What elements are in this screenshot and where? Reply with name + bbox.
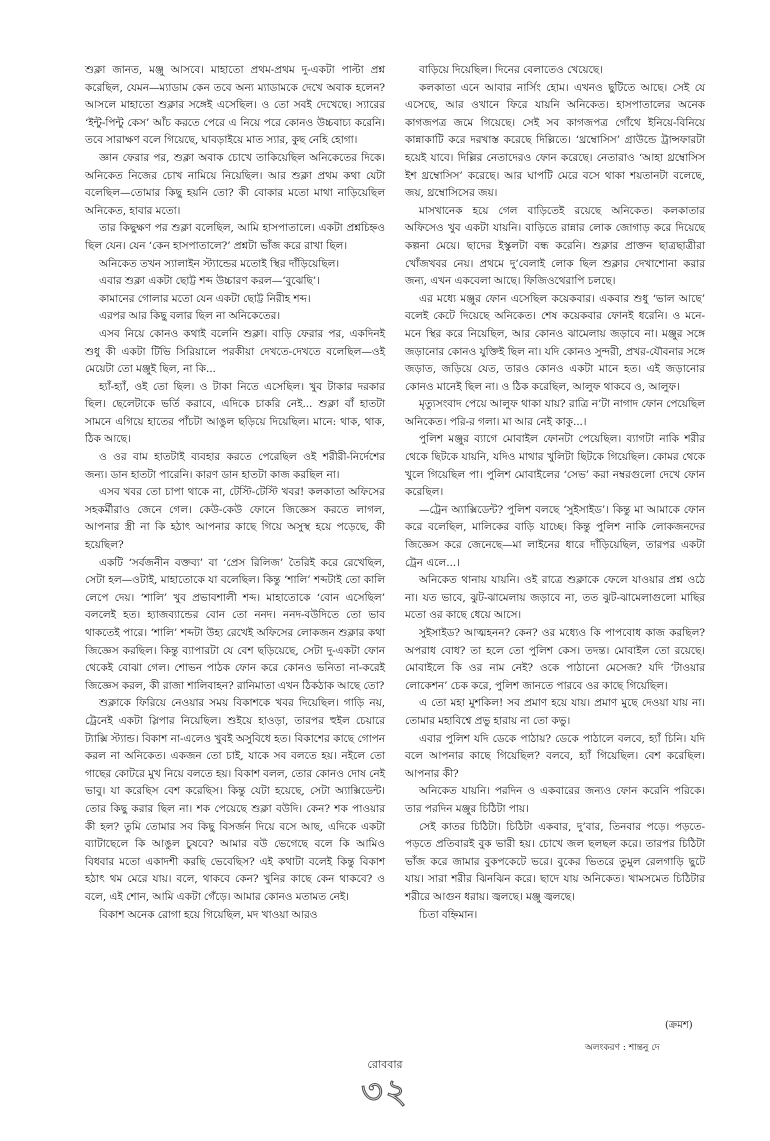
paragraph: একটি ‘সর্বজনীন বক্তব্য’ বা ‘প্রেস রিলিজ’ তৈরিই করে রেখেছিল, সেটা হল—ওটাই, মাহাতোকে যা বলেছিল। কিন্তু ‘শালি’ শব্দটাই তো কালি লেপে দেয়। ‘শালি’ খুব প্রভাবশালী শব্দ। মাহাতোকে ‘বোন এসেছিল’ বললেই হত। হ্যাজব্যান্ডের বোন তো ননদ। ননদ-বউদিতে তো ভাব থাকতেই পারে। ‘শালি’ শব্দটা উহ্য রেখেই অফিসের লোকজন শুক্লার কথা জিজ্ঞেস করছিল। কিন্তু ব্যাপারটা যে বেশ ছড়িয়েছে, সেটা দু-একটা ফোন থেকেই বোঝা গেল। শোভন পাঠক ফোন করে কোনও ভনিতা না-করেই জিজ্ঞেস করল, কী রাজা শালিবাহন? রানিমাতা এখন ঠিকঠাক আছে তো?	[85, 556, 385, 692]
article-column-left	[85, 62, 385, 924]
magazine-name: রোববার	[367, 1058, 403, 1071]
paragraph: চিতা বহ্নিমান।	[419, 908, 478, 921]
paragraph: এসব খবর তো চাপা থাকে না, টেস্টি-টেস্টি খবর! কলকাতা অফিসের সহকর্মীরাও জেনে গেল। কেউ-কেউ ফোনে জিজ্ঞেস করতে লাগল, আপনার স্ত্রী না কি হঠাৎ আপনার কাছে গিয়ে অসুস্থ হয়ে পড়েছে, কী হয়েছিল?	[85, 486, 385, 552]
article-column-right	[405, 62, 705, 924]
paragraph: এ তো মহা মুশকিল! সব প্রমাণ হয়ে যায়। প্রমাণ মুছে দেওয়া যায় না। তোমার মহাবিশ্বে প্রভু হারায় না তো কভু।	[405, 697, 705, 727]
paragraph: এসব নিয়ে কোনও কথাই বলেনি শুক্লা। বাড়ি ফেরার পর, একদিনই শুধু কী একটা টিভি সিরিয়ালে পরকীয়া দেখতে-দেখতে বলেছিল—ওই মেয়েটা তো মঞ্জুই ছিল, না কি...	[85, 327, 385, 376]
paragraph: সুইসাইড? আত্মহনন? কেন? ওর মধ্যেও কি পাপবোধ কাজ করছিল? অপরাধ বোধ? তা হলে তো পুলিশ কেস। তদন্ত। মোবাইল তো রয়েছে। মোবাইলে কি ওর নাম নেই? ওকে পাঠানো মেসেজ? যদি ‘টাওয়ার লোকেশন’ চেক করে, পুলিশ জানতে পারবে ওর কাছে গিয়েছিল।	[405, 627, 705, 692]
paragraph: ও ওর বাম হাতটাই ব্যবহার করতে পেরেছিল ওই শরীরী-নির্দেশের জন্য। ডান হাতটা পারেনি। কারণ ডান হাতটা কাজ করছিল না।	[85, 451, 385, 481]
paragraph: এরপর আর কিছু বলার ছিল না অনিকেতের।	[99, 310, 281, 323]
page-number: ৩২	[360, 1072, 410, 1112]
paragraph: মাসখানেক হয়ে গেল বাড়িতেই রয়েছে অনিকেত। কলকাতার অফিসেও খুব একটা যায়নি। বাড়িতে রান্নার লোক জোগাড় করে দিয়েছে কল্পনা মেয়ে। ছাদের ইস্কুলটা বন্ধ করেনি। শুক্লার প্রাক্তন ছাত্রছাত্রীরা খোঁজখবর নেয়। প্রথমে দু’বেলাই লোক ছিল শুক্লার দেখাশোনা করার জন্য, এখন একবেলা আছে। ফিজিওথেরাপি চলছে।	[405, 204, 705, 288]
paragraph: হ্যাঁ-হ্যাঁ, ওই তো ছিল। ও টাকা নিতে এসেছিল। খুব টাকার দরকার ছিল। ছেলেটাকে ভর্তি করাবে, এদিকে চাকরি নেই... শুক্লা বাঁ হাতটা সামনে এগিয়ে হাতের পাঁচটা আঙুল ছড়িয়ে দিয়েছিল। মানে: থাক, থাক, ঠিক আছে।	[85, 380, 385, 446]
paragraph: তার কিছুক্ষণ পর শুক্লা বলেছিল, আমি হাসপাতালে। একটা প্রশ্নচিহ্নও ছিল যেন। যেন ‘কেন হাসপাতালে?’ প্রশ্নটা ভাঁজ করে রাখা ছিল।	[85, 222, 385, 252]
paragraph: শুক্লা জানত, মঞ্জু আসবে। মাহাতো প্রথম-প্রথম দু-একটা পাল্টা প্রশ্ন করেছিল, যেমন—ম্যাডাম কেন তবে অন্য ম্যাডামকে দেখে অবাক হলেন? আসলে মাহাতো শুক্লার সঙ্গেই এসেছিল। ও তো সবই দেখেছে। স্যারের ‘ইন্টু-পিন্টু কেস’ আঁচ করতে পেরে এ নিয়ে পরে কোনও উচ্চবাচ্য করেনি। তবে সারাক্ষণ বলে গিয়েছে, ঘাবড়াইয়ে মাত স্যার, কুছ নেহি হোগা।	[85, 64, 385, 147]
paragraph: কামানের গোলার মতো যেন একটা ছোট্ট নিরীহ শব্দ।	[99, 292, 311, 305]
paragraph: এবার শুক্লা একটা ছোট্ট শব্দ উচ্চারণ করল—‘বুঝেছি’।	[99, 275, 320, 288]
paragraph: সেই কাতর চিঠিটা। চিঠিটা একবার, দু’বার, তিনবার পড়ে। পড়তে-পড়তে প্রতিবারই বুক ভারী হয়। চোখে জল ছলছল করে। তারপর চিঠিটা ভাঁজ করে জামার বুকপকেটে ভরে। বুকের ভিতরে তুমুল রেলগাড়ি ছুটে যায়। সারা শরীর ঝিনঝিন করে। ছাদে যায় অনিকেত। খামসমেত চিঠিটার শরীরে আগুন ধরায়। জ্বলছে। মঞ্জু জ্বলছে।	[405, 820, 705, 903]
paragraph: মৃত্যুসংবাদ পেয়ে আলুফ থাকা যায়? রাত্রি ন’টা নাগাদ ফোন পেয়েছিল অনিকেত। পরি-র গলা। মা আর নেই কাকু...।	[405, 398, 705, 428]
paragraph: এবার পুলিশ যদি ডেকে পাঠায়? ডেকে পাঠালে বলবে, হ্যাঁ চিনি। যদি বলে আপনার কাছে গিয়েছিল? বলবে, হ্যাঁ গিয়েছিল। বেশ করেছিল। আপনার কী?	[405, 732, 705, 780]
paragraph: শুক্লাকে ফিরিয়ে নেওয়ার সময় বিকাশকে খবর দিয়েছিল। গাড়ি নয়, ট্রেনেই একটা স্লিপার নিয়েছিল। শুইয়ে হাওড়া, তারপর হুইল চেয়ারে ট্যাক্সি স্ট্যান্ড। বিকাশ না-এলেও খুবই অসুবিধে হত। বিকাশের কাছে গোপন করল না অনিকেত। একজন তো চাই, যাকে সব বলতে হয়। নইলে তো গাছের কোটরে মুখ নিয়ে বলতে হয়। বিকাশ বলল, তোর কোনও দোষ নেই ভাবু। যা করেছিস বেশ করেছিস। কিন্তু যেটা হয়েছে, সেটা অ্যাক্সিডেন্ট। তোর কিছু করার ছিল না। শক পেয়েছে শুক্লা বউদি। কেন? শক পাওয়ার কী হল? তুমি তোমার সব কিছু বিসর্জন দিয়ে বসে আছ, এদিকে একটা ব্যাটাছেলে কি আঙুল চুষবে? আমার বউ ভেগেছে বলে কি আমিও বিধবার মতো একাদশী করছি ভেবেছিস? এই কথাটা বলেই কিন্তু বিকাশ হঠাৎ থম মেরে যায়। বলে, থাকবে কেন? খুনির কাছে কেন থাকবে? ও বলে, এই শোন, আমি একটা গেঁড়ে। আমার কোনও মতামত নেই।	[85, 697, 385, 903]
paragraph: জ্ঞান ফেরার পর, শুক্লা অবাক চোখে তাকিয়েছিল অনিকেতের দিকে। অনিকেত নিজের চোখ নামিয়ে নিয়েছিল। আর শুক্লা প্রথম কথা যেটা বলেছিল—তোমার কিছু হয়নি তো? কী বোকার মতো মাথা নাড়িয়েছিল অনিকেত, হাবার মতো।	[85, 151, 385, 217]
paragraph: অনিকেত তখন স্যালাইন স্ট্যান্ডের মতোই স্থির দাঁড়িয়েছিল।	[99, 257, 340, 270]
paragraph: পুলিশ মঞ্জুর ব্যাগে মোবাইল ফোনটা পেয়েছিল। ব্যাগটা নাকি শরীর থেকে ছিটকে যায়নি, যদিও মাথার খুলিটা ছিটকে গিয়েছিল। কোমর থেকে খুলে গিয়েছিল পা। পুলিশ মোবাইলের ‘সেভ’ করা নম্বরগুলো দেখে ফোন করেছিল।	[405, 433, 705, 499]
paragraph: এর মধ্যে মঞ্জুর ফোন এসেছিল কয়েকবার। একবার শুধু ‘ভাল আছে’ বলেই কেটে দিয়েছে অনিকেত। শেষ কয়েকবার ফোনই ধরেনি। ও মনে-মনে স্থির করে নিয়েছিল, আর কোনও ঝামেলায় জড়াবে না। মঞ্জুর সঙ্গে জড়ানোর কোনও যুক্তিই ছিল না। যদি কোনও সুন্দরী, প্রখর-যৌবনার সঙ্গে জড়াত, জড়িয়ে যেত, তারও কোনও একটা মানে হত। এই জড়ানোর কোনও মানেই ছিল না। ও ঠিক করেছিল, আলুফ থাকবে ও, আলুফ।	[405, 292, 705, 393]
paragraph: —ট্রেন অ্যাক্সিডেন্ট? পুলিশ বলছে ‘সুইসাইড’। কিন্তু মা আমাকে ফোন করে বলেছিল, মালিকের বাড়ি যাচ্ছে। কিন্তু পুলিশ নাকি লোকজনদের জিজ্ঞেস করে জেনেছে—মা লাইনের ধারে দাঁড়িয়েছিল, তারপর একটা ট্রেন এলে...।	[405, 503, 705, 569]
paragraph: অনিকেত যায়নি। পরদিন ও একবারের জন্যও ফোন করেনি পরিকে। তার পরদিন মঞ্জুর চিঠিটা পায়।	[405, 785, 705, 815]
paragraph: কলকাতা এনে আবার নার্সিং হোম। এখনও ছুটিতে আছে। সেই যে এসেছে, আর ওখানে ফিরে যায়নি অনিকেত। হাসপাতালের অনেক কাগজপত্র জমে গিয়েছে। সেই সব কাগজপত্র গোঁথে ইনিয়ে-বিনিয়ে কান্নাকাটি করে দরখাস্ত করেছে দিল্লিতে। ‘থ্রম্বোসিস’ গ্রাউন্ডে ট্রান্সফারটা হয়েই যাবে। দিল্লির নেতাদেরও ফোন করেছে। নেতারাও ‘আহা থ্রম্বোসিস ইশ থ্রম্বোসিস’ করেছে। আর ঘাপটি মেরে বসে থাকা শয়তানটা বলেছে, জয়, থ্রম্বোসিসের জয়।	[405, 81, 705, 200]
illustration-credit: অলংকরণ : শান্তনু দে	[585, 1043, 660, 1053]
paragraph: বাড়িয়ে দিয়েছিল। দিনের বেলাতেও খেয়েছে।	[419, 64, 603, 76]
paragraph: অনিকেত থানায় যায়নি। ওই রাত্রে শুক্লাকে ফেলে যাওয়ার প্রশ্ন ওঠে না। যত ভাবে, ঝুট-ঝামেলায় জড়াবে না, তত ঝুট-ঝামেলাগুলো মাছির মতো ওর কাছে ধেয়ে আসে।	[405, 574, 705, 622]
continued-label: (ক্রমশ)	[665, 1020, 693, 1031]
paragraph: বিকাশ অনেক রোগা হয়ে গিয়েছিল, মদ খাওয়া আরও	[99, 908, 318, 921]
